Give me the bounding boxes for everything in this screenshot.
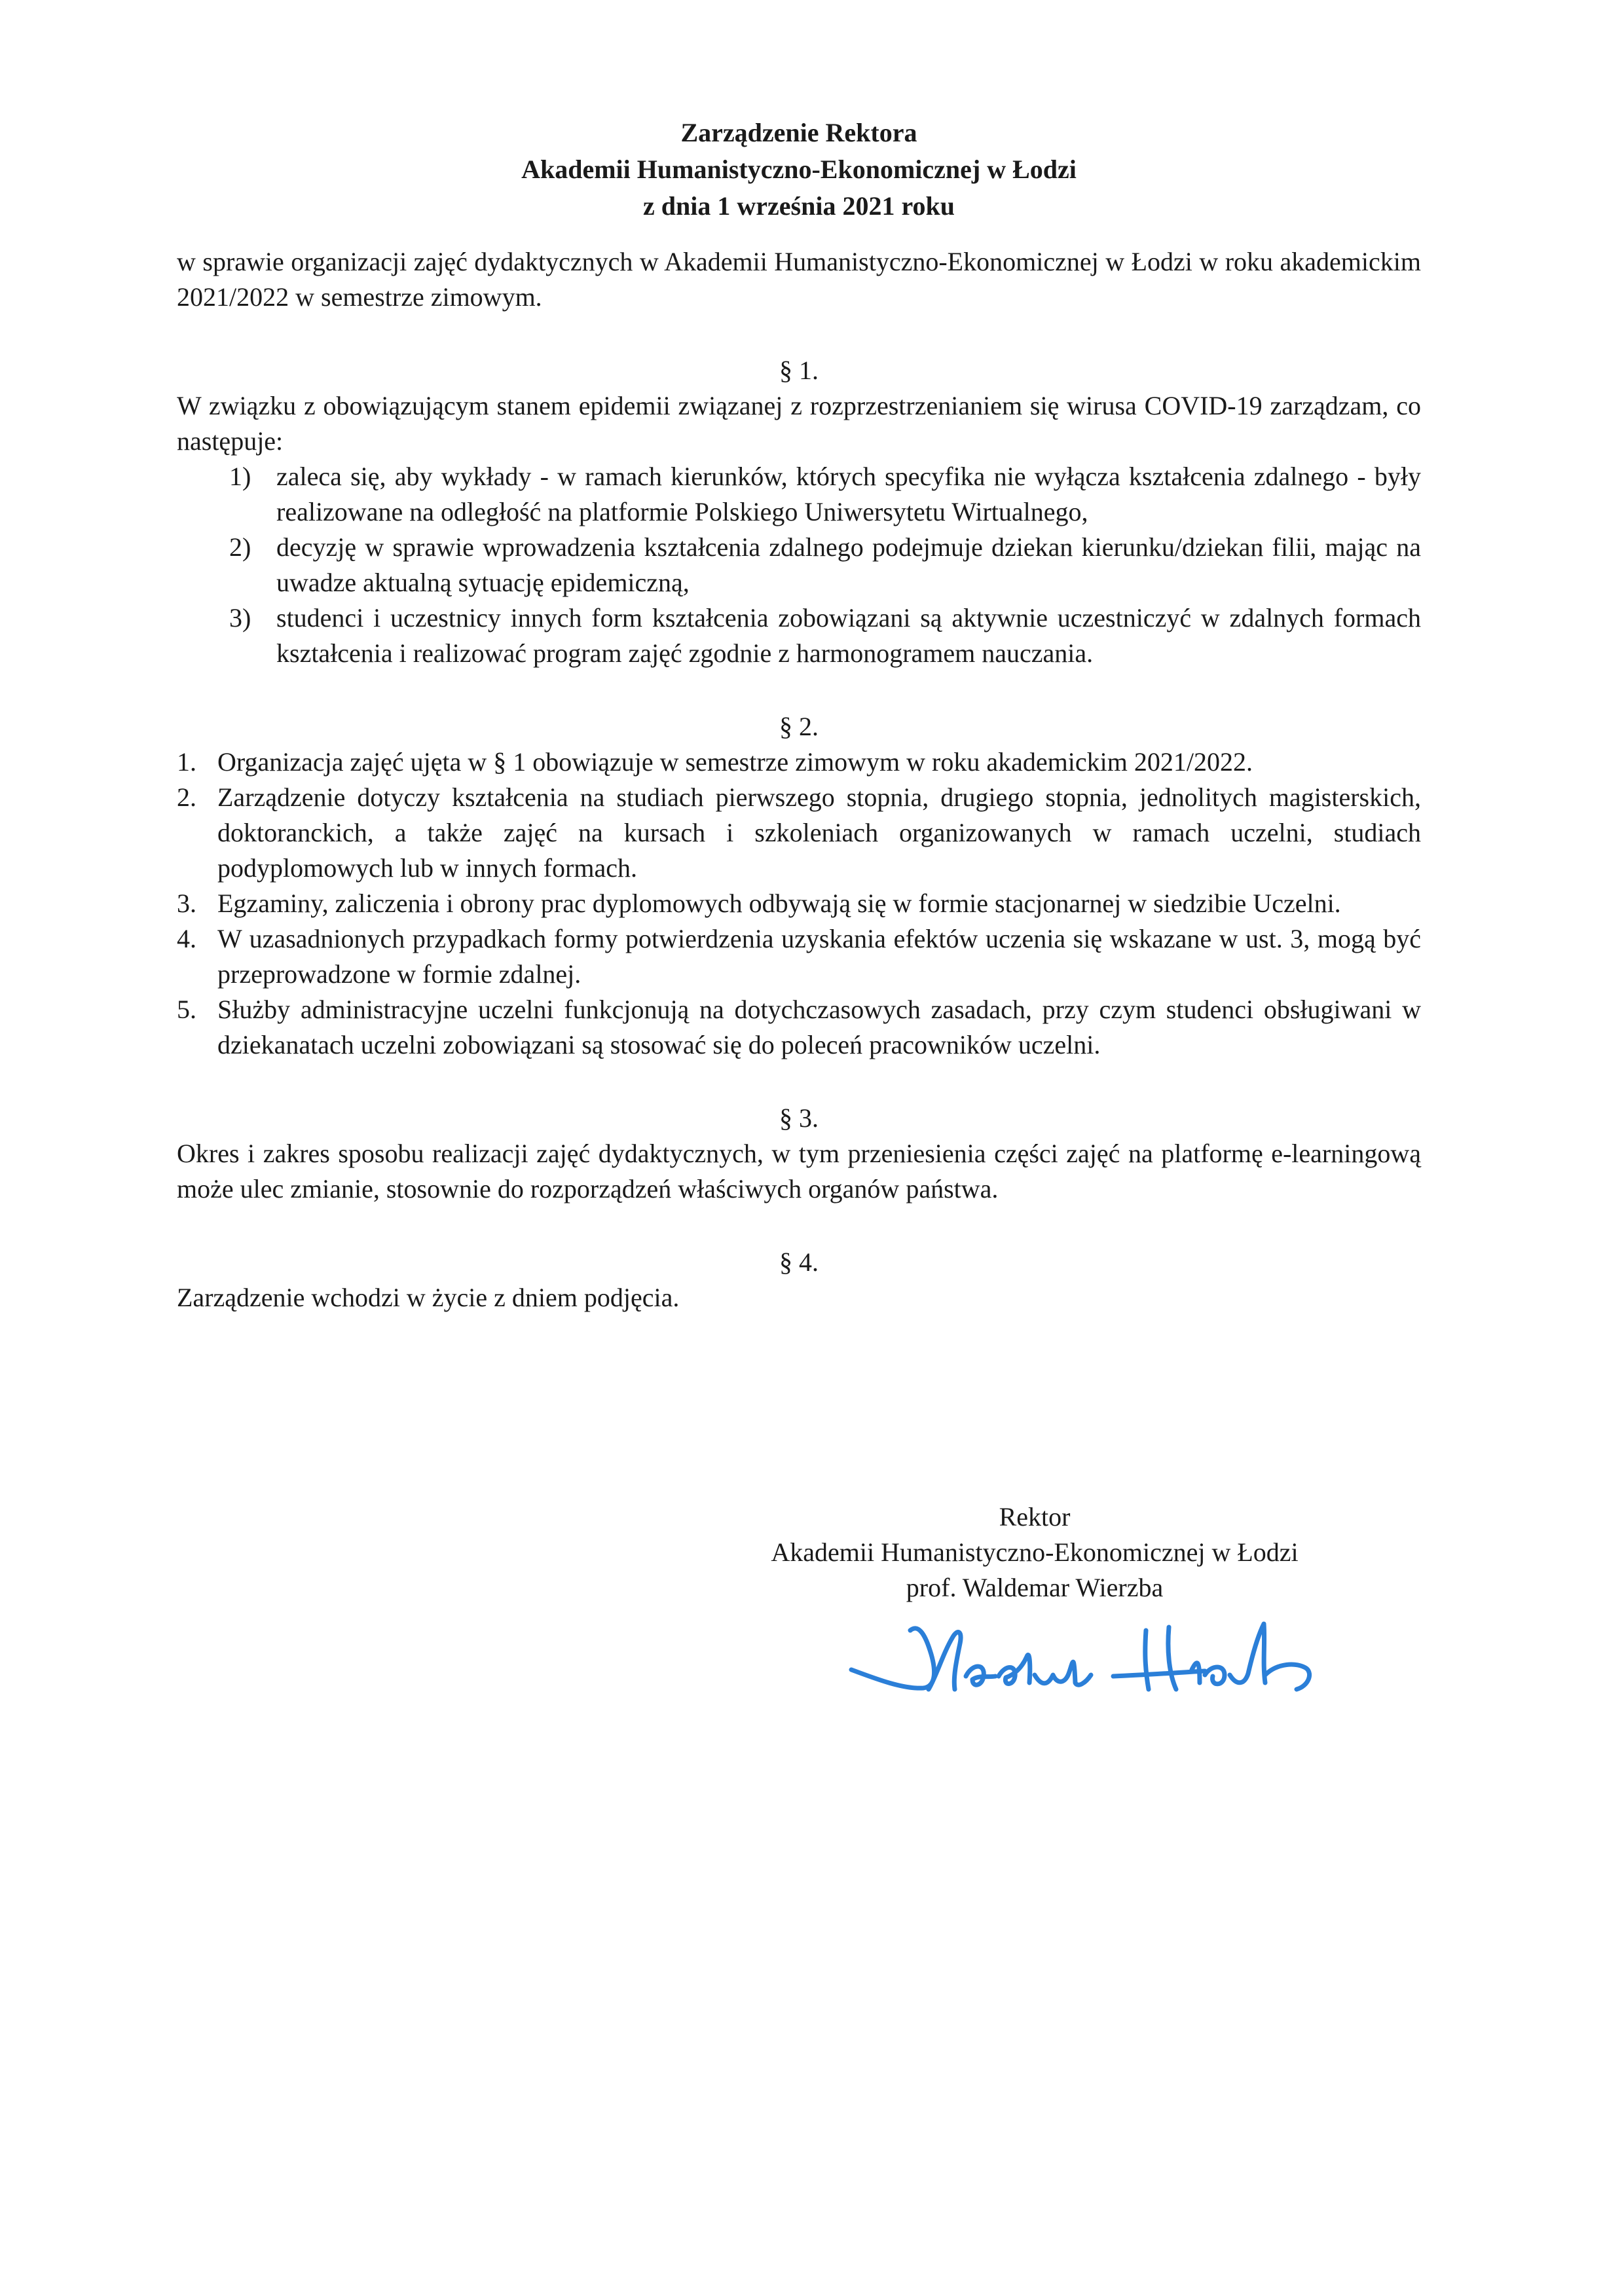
list-item [177, 921, 1421, 992]
title-line-3: z dnia 1 września 2021 roku [643, 191, 955, 221]
list-item [177, 600, 1421, 671]
list-item-number: 1. [177, 747, 196, 777]
list-item [177, 992, 1421, 1063]
list-item-text: Zarządzenie dotyczy kształcenia na studiach pierwszego stopnia, drugiego stopnia, jednolitych magisterskich, doktoranckich, a także zajęć na kursach i szkoleniach organizowanych w ramach uczelni, studiach podyplomowych lub w innych formach. [217, 782, 1421, 883]
signatory-institution: Akademii Humanistyczno-Ekonomicznej w Łodzi [771, 1537, 1299, 1567]
list-item-number: 2. [177, 782, 196, 812]
list-item-number: 5. [177, 995, 196, 1024]
list-item-number: 4. [177, 924, 196, 953]
list-item-number: 1) [229, 462, 251, 491]
list-item [177, 459, 1421, 530]
list-item-number: 3) [229, 603, 251, 633]
document-subject: w sprawie organizacji zajęć dydaktycznych w Akademii Humanistyczno-Ekonomicznej w Łodzi w roku akademickim 2021/2022 w semestrze zimowym. [177, 247, 1421, 312]
list-item [177, 780, 1421, 886]
section-2-list [177, 744, 1421, 1063]
handwritten-signature [838, 1591, 1323, 1722]
section-4-heading: § 4. [779, 1247, 819, 1277]
list-item-text: Egzaminy, zaliczenia i obrony prac dyplomowych odbywają się w formie stacjonarnej w siedzibie Uczelni. [217, 889, 1341, 918]
list-item [177, 744, 1421, 780]
list-item-text: studenci i uczestnicy innych form kształcenia zobowiązani są aktywnie uczestniczyć w zdalnych formach kształcenia i realizować program zajęć zgodnie z harmonogramem nauczania. [276, 603, 1421, 668]
section-2-heading: § 2. [779, 712, 819, 741]
signatory-block [720, 1499, 1349, 1606]
list-item-number: 3. [177, 889, 196, 918]
list-item-text: Służby administracyjne uczelni funkcjonują na dotychczasowych zasadach, przy czym studenci obsługiwani w dziekanatach uczelni zobowiązani są stosować się do poleceń pracowników uczelni. [217, 995, 1421, 1059]
document-title [177, 115, 1421, 225]
list-item [177, 530, 1421, 600]
list-item-text: Organizacja zajęć ujęta w § 1 obowiązuje w semestrze zimowym w roku akademickim 2021/2022. [217, 747, 1253, 777]
section-1-list [177, 459, 1421, 671]
section-1-heading: § 1. [779, 356, 819, 385]
title-line-1: Zarządzenie Rektora [680, 118, 917, 147]
section-3-text: Okres i zakres sposobu realizacji zajęć dydaktycznych, w tym przeniesienia części zajęć na platformę e-learningową może ulec zmianie, stosownie do rozporządzeń właściwych organów państwa. [177, 1139, 1421, 1203]
section-4 [177, 1245, 1421, 1315]
document-body [177, 115, 1421, 1315]
signatory-title: Rektor [999, 1502, 1071, 1532]
section-1-intro: W związku z obowiązującym stanem epidemii związanej z rozprzestrzenianiem się wirusa COVID-19 zarządzam, co następuje: [177, 391, 1421, 456]
list-item [177, 886, 1421, 921]
list-item-number: 2) [229, 532, 251, 562]
signatory-name: prof. Waldemar Wierzba [906, 1573, 1164, 1602]
section-3-heading: § 3. [779, 1103, 819, 1133]
list-item-text: decyzję w sprawie wprowadzenia kształcenia zdalnego podejmuje dziekan kierunku/dziekan filii, mając na uwadze aktualną sytuację epidemiczną, [276, 532, 1421, 597]
section-2 [177, 709, 1421, 1063]
section-1 [177, 353, 1421, 671]
section-3 [177, 1101, 1421, 1207]
list-item-text: zaleca się, aby wykłady - w ramach kierunków, których specyfika nie wyłącza kształcenia zdalnego - były realizowane na odległość na platformie Polskiego Uniwersytetu Wirtualnego, [276, 462, 1421, 526]
title-line-2: Akademii Humanistyczno-Ekonomicznej w Łodzi [521, 155, 1077, 184]
section-4-text: Zarządzenie wchodzi w życie z dniem podjęcia. [177, 1283, 680, 1312]
list-item-text: W uzasadnionych przypadkach formy potwierdzenia uzyskania efektów uczenia się wskazane w ust. 3, mogą być przeprowadzone w formie zdalnej. [217, 924, 1421, 989]
signature-strokes [851, 1624, 1310, 1689]
